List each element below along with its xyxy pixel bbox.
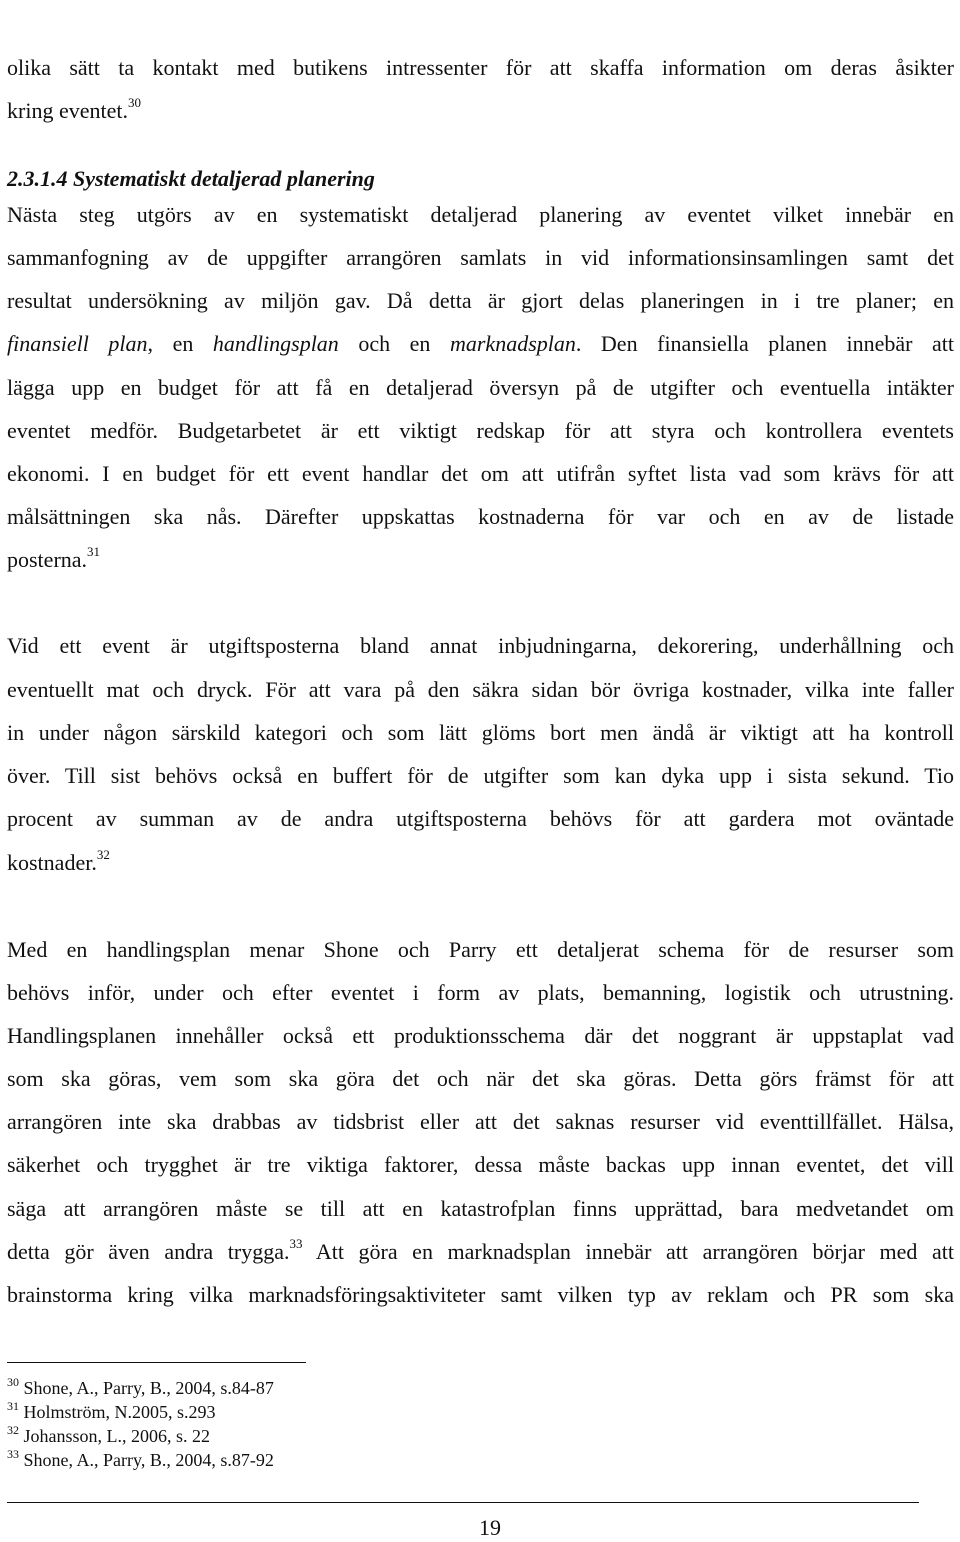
footnote: $^{30}$ Shone, A., Parry, B., 2004, s.84-87	[7, 1375, 274, 1398]
body-line: kostnader.$^{32}$	[7, 846, 110, 875]
body-line: behövs inför, under och efter eventet i form av plats, bemanning, logistik och utrustning.	[7, 980, 954, 1005]
body-line: olika sätt ta kontakt med butikens intressenter för att skaffa information om deras åsikter	[7, 55, 954, 80]
body-line: som ska göras, vem som ska göra det och när det ska göras. Detta görs främst för att	[7, 1066, 954, 1091]
section-heading: 2.3.1.4 Systematiskt detaljerad planering	[7, 166, 375, 191]
body-line: över. Till sist behövs också en buffert för de utgifter som kan dyka upp i sista sekund. Tio	[7, 763, 954, 788]
footnote-separator	[7, 1362, 306, 1363]
body-line: finansiell plan, en handlingsplan och en marknadsplan. Den finansiella planen innebär att	[7, 331, 954, 356]
body-line: brainstorma kring vilka marknadsföringsaktiviteter samt vilken typ av reklam och PR som ska	[7, 1282, 954, 1307]
body-line: sammanfogning av de uppgifter arrangören samlats in vid informationsinsamlingen samt det	[7, 245, 954, 270]
footnote: $^{32}$ Johansson, L., 2006, s. 22	[7, 1423, 211, 1446]
footnote-ref[interactable]: 31	[87, 543, 101, 559]
page-number: 19	[479, 1515, 501, 1540]
body-line: säga att arrangören måste se till att en katastrofplan finns upprättad, bara medvetandet om	[7, 1196, 954, 1221]
body-line: posterna.$^{31}$	[7, 543, 101, 572]
body-line: procent av summan av de andra utgiftsposterna behövs för att gardera mot oväntade	[7, 806, 954, 831]
body-line: målsättningen ska nås. Därefter uppskattas kostnaderna för var och en av de listade	[7, 504, 954, 529]
body-line: eventet medför. Budgetarbetet är ett viktigt redskap för att styra och kontrollera eventets	[7, 418, 954, 443]
body-line: kring eventet.$^{30}$	[7, 94, 141, 123]
body-line: Med en handlingsplan menar Shone och Parry ett detaljerat schema för de resurser som	[7, 937, 954, 962]
footnote-ref[interactable]: 33	[289, 1235, 303, 1251]
footnote: $^{31}$ Holmström, N.2005, s.293	[7, 1399, 216, 1422]
body-line: in under någon särskild kategori och som lätt glöms bort men ändå är viktigt att ha kontroll	[7, 720, 954, 745]
body-line: säkerhet och trygghet är tre viktiga faktorer, dessa måste backas upp innan eventet, det vill	[7, 1152, 954, 1177]
body-line: Handlingsplanen innehåller också ett produktionsschema där det noggrant är uppstaplat vad	[7, 1023, 954, 1048]
body-line: detta gör även andra trygga.$^{33}$ Att göra en marknadsplan innebär att arrangören börjar med att	[7, 1235, 954, 1264]
body-line: resultat undersökning av miljön gav. Då detta är gjort delas planeringen in i tre planer; en	[7, 288, 954, 313]
body-line: eventuellt mat och dryck. För att vara på den säkra sidan bör övriga kostnader, vilka inte faller	[7, 677, 954, 702]
body-line: ekonomi. I en budget för ett event handlar det om att utifrån syftet lista vad som krävs för att	[7, 461, 954, 486]
body-line: Vid ett event är utgiftsposterna bland annat inbjudningarna, dekorering, underhållning och	[7, 633, 954, 658]
footnote-ref[interactable]: 32	[96, 846, 110, 862]
footnote: $^{33}$ Shone, A., Parry, B., 2004, s.87-92	[7, 1447, 274, 1470]
body-line: lägga upp en budget för att få en detaljerad översyn på de utgifter och eventuella intäkter	[7, 375, 954, 400]
body-line: arrangören inte ska drabbas av tidsbrist eller att det saknas resurser vid eventtillfället. Hälsa,	[7, 1109, 954, 1134]
footnote-ref[interactable]: 30	[127, 94, 141, 110]
body-line: Nästa steg utgörs av en systematiskt detaljerad planering av eventet vilket innebär en	[7, 202, 954, 227]
footer-divider	[7, 1502, 919, 1503]
